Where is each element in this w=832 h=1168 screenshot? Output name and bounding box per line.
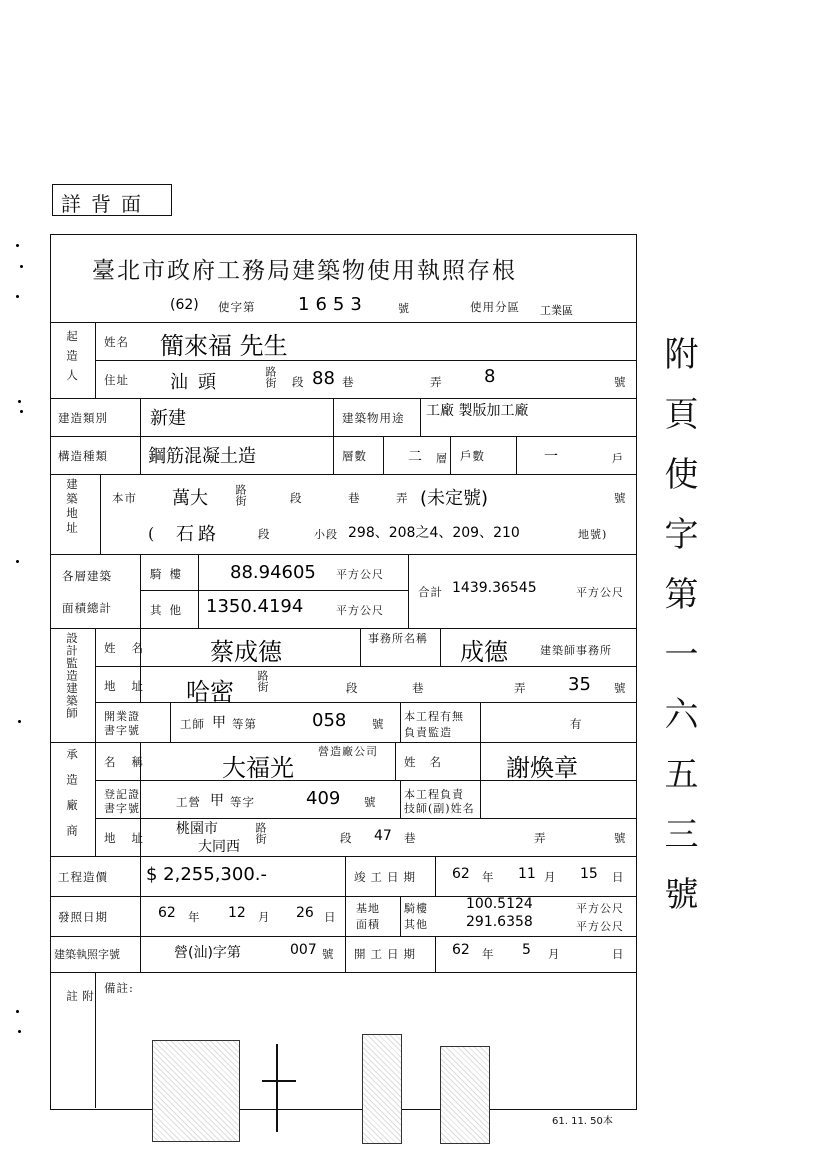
permit-suffix: 號 [398,302,410,315]
office-suffix: 建築師事務所 [540,644,612,657]
arcade-unit: 平方公尺 [336,568,384,581]
contractor-name: 大福光 [222,754,294,782]
seal-block-4 [440,1046,490,1144]
area-label-1: 各層建築 [62,569,112,583]
done-label: 竣工日期 [354,870,420,884]
contractor-cert-label-2: 書字號 [104,802,140,815]
zone-label: 使用分區 [470,300,520,314]
issue-month: 12 [228,905,246,921]
arcade-label: 騎樓 [150,567,189,581]
contractor-addr-no: 號 [614,831,627,845]
other-label: 其他 [150,603,189,617]
issue-d: 日 [324,910,337,924]
remarks-label: 備註: [104,981,134,995]
architect-addr-sec: 段 [346,681,359,695]
site-road-unit: 路街 [234,484,247,506]
side-text: 附頁使字第一六五三號 [658,336,698,936]
form-title: 臺北市政府工務局建築物使用執照存根 [92,258,517,284]
permit-year: (62) [170,297,199,313]
stamp-label: 詳背面 [61,192,151,216]
contractor-addr-label: 地址 [104,831,159,845]
category-value: 新建 [150,408,186,429]
land-sec: 段 [258,527,271,541]
other-unit: 平方公尺 [336,604,384,617]
cost-label: 工程造價 [58,870,108,884]
builder-addr-lane-no: 88 [312,368,335,389]
total-label: 合計 [418,585,443,599]
total-unit: 平方公尺 [576,586,624,599]
issue-year: 62 [158,905,176,921]
architect-cert-mid: 等第 [232,717,257,731]
contractor-addr-lane: 巷 [404,831,417,845]
supervise-label-2: 負責監造 [404,726,452,739]
base-other-unit: 平方公尺 [576,920,624,933]
done-day: 15 [580,866,598,882]
zone-value: 工業區 [540,304,573,317]
build-permit-value: 營(汕)字第 [174,945,241,961]
units-value: 一 [544,449,558,465]
contractor-cert-mid: 等字 [230,795,255,809]
land-open: ( [148,524,156,543]
remarks-section: 附註 [65,990,95,1082]
land-sub: 小段 [314,528,338,541]
use-label: 建築物用途 [342,411,405,425]
units-label: 戶數 [460,449,485,463]
base-arcade-unit: 平方公尺 [576,902,624,915]
start-label: 開工日期 [354,947,420,961]
base-other-value: 291.6358 [466,914,533,930]
done-year: 62 [452,866,470,882]
architect-addr-lane: 巷 [412,681,425,695]
site-city: 本市 [112,491,137,505]
contractor-section: 承造廠商 [65,748,79,850]
start-d: 日 [612,947,625,961]
site-lane: 巷 [348,491,361,505]
floors-unit: 層 [436,452,448,465]
contractor-addr-sec: 段 [340,831,353,845]
permit-prefix: 使字第 [218,300,256,314]
site-alley: 弄 [396,491,409,505]
builder-addr-road: 路街 [264,366,277,388]
site-section: 建築地址 [65,478,79,536]
stamp-label-box [52,184,172,216]
done-month: 11 [518,866,536,882]
base-label-1: 基地 [356,902,380,915]
builder-addr-alley-no: 8 [484,366,496,387]
architect-cert-kind: 甲 [212,715,226,731]
builder-addr-sec: 段 [292,375,305,389]
total-value: 1439.36545 [452,580,537,596]
arcade-value: 88.94605 [230,562,316,583]
contractor-addr-lane-no: 47 [374,828,392,844]
done-y: 年 [482,870,495,884]
architect-cert-prefix: 工師 [180,717,205,731]
land-area: 石路 [176,524,220,545]
start-y: 年 [482,947,495,961]
architect-name: 蔡成德 [210,638,282,666]
start-m: 月 [548,947,561,961]
architect-addr-label: 地址 [104,679,159,693]
site-no: 號 [614,491,627,505]
area-label-2: 面積總計 [62,601,112,615]
permit-number: 1653 [298,294,368,315]
units-unit: 戶 [612,452,624,465]
supervise-label-1: 本工程有無 [404,710,464,723]
contractor-owner: 謝煥章 [506,754,578,782]
category-label: 建造類別 [58,411,108,425]
base-arcade-value: 100.5124 [466,896,533,912]
builder-addr-alley: 弄 [430,375,443,389]
build-permit-label: 建築執照字號 [54,948,120,961]
base-label-2: 面積 [356,918,380,931]
supervise-value: 有 [570,717,583,731]
seal-block-1 [152,1040,240,1142]
build-permit-number: 007 [290,942,317,958]
start-year: 62 [452,942,470,958]
architect-addr: 哈密 [186,678,234,706]
base-arcade-label: 騎樓 [404,902,428,915]
floors-value: 二 [408,449,422,465]
seal-block-2 [256,1040,304,1140]
use-value: 工廠 製版加工廠 [426,403,529,419]
contractor-name-label: 名稱 [104,755,159,769]
issue-label: 發照日期 [58,910,108,924]
architect-cert-label-1: 開業證 [104,710,140,723]
architect-addr-alley-no: 35 [568,674,591,695]
builder-addr-city: 汕頭 [170,372,226,393]
architect-addr-alley: 弄 [514,681,527,695]
base-other-label: 其他 [404,918,428,931]
architect-section: 設計監造建築師 [65,632,79,720]
contractor-cert-label-1: 登記證 [104,788,140,801]
cost-value: $ 2,255,300.- [146,864,267,885]
done-m: 月 [544,870,557,884]
architect-cert-no: 058 [312,710,347,731]
structure-value: 鋼筋混凝土造 [148,446,256,467]
seal-block-3 [362,1034,402,1144]
contractor-name-suffix: 營造廠公司 [318,745,378,758]
land-end: 地號) [578,528,608,541]
architect-addr-road: 路街 [256,670,269,692]
done-d: 日 [612,870,625,884]
architect-cert-suffix: 號 [372,717,385,731]
floors-label: 層數 [342,449,367,463]
architect-cert-label-2: 書字號 [104,724,140,737]
builder-addr-no: 號 [614,375,627,389]
start-month: 5 [522,942,531,958]
builder-section: 起造人 [65,330,79,389]
contractor-owner-label: 姓名 [404,755,455,769]
builder-addr-lane: 巷 [342,375,355,389]
builder-name: 簡來福 先生 [160,332,288,360]
other-value: 1350.4194 [206,596,304,617]
contractor-addr-city-2: 大同西 [198,839,240,855]
contractor-addr-road: 路街 [254,822,267,844]
footer-code: 61. 11. 50本 [552,1116,613,1127]
signature-mark-2 [262,1080,296,1082]
land-no: 298、208之4、209、210 [348,525,520,541]
architect-addr-no: 號 [614,681,627,695]
contractor-cert-suffix: 號 [364,795,377,809]
builder-name-label: 姓名 [104,335,129,349]
contractor-addr-alley: 弄 [534,831,547,845]
office-label: 事務所名稱 [368,632,428,645]
site-sec: 段 [290,491,303,505]
builder-addr-label: 住址 [104,373,129,387]
tech-label-1: 本工程負責 [404,788,464,801]
contractor-cert-no: 409 [306,788,341,809]
office-value: 成德 [460,638,508,666]
signature-mark-1 [276,1044,278,1132]
contractor-addr-city-1: 桃園市 [176,821,218,837]
structure-label: 構造種類 [58,449,108,463]
issue-y: 年 [188,910,201,924]
form-frame [50,234,637,1110]
contractor-cert-kind: 甲 [210,793,224,809]
issue-day: 26 [296,905,314,921]
issue-m: 月 [258,910,271,924]
architect-name-label: 姓名 [104,641,159,655]
site-note: (未定號) [420,488,489,509]
contractor-cert-prefix: 工營 [176,795,201,809]
tech-label-2: 技師(副)姓名 [404,802,475,815]
build-permit-suffix: 號 [322,947,335,961]
site-road: 萬大 [172,488,208,509]
